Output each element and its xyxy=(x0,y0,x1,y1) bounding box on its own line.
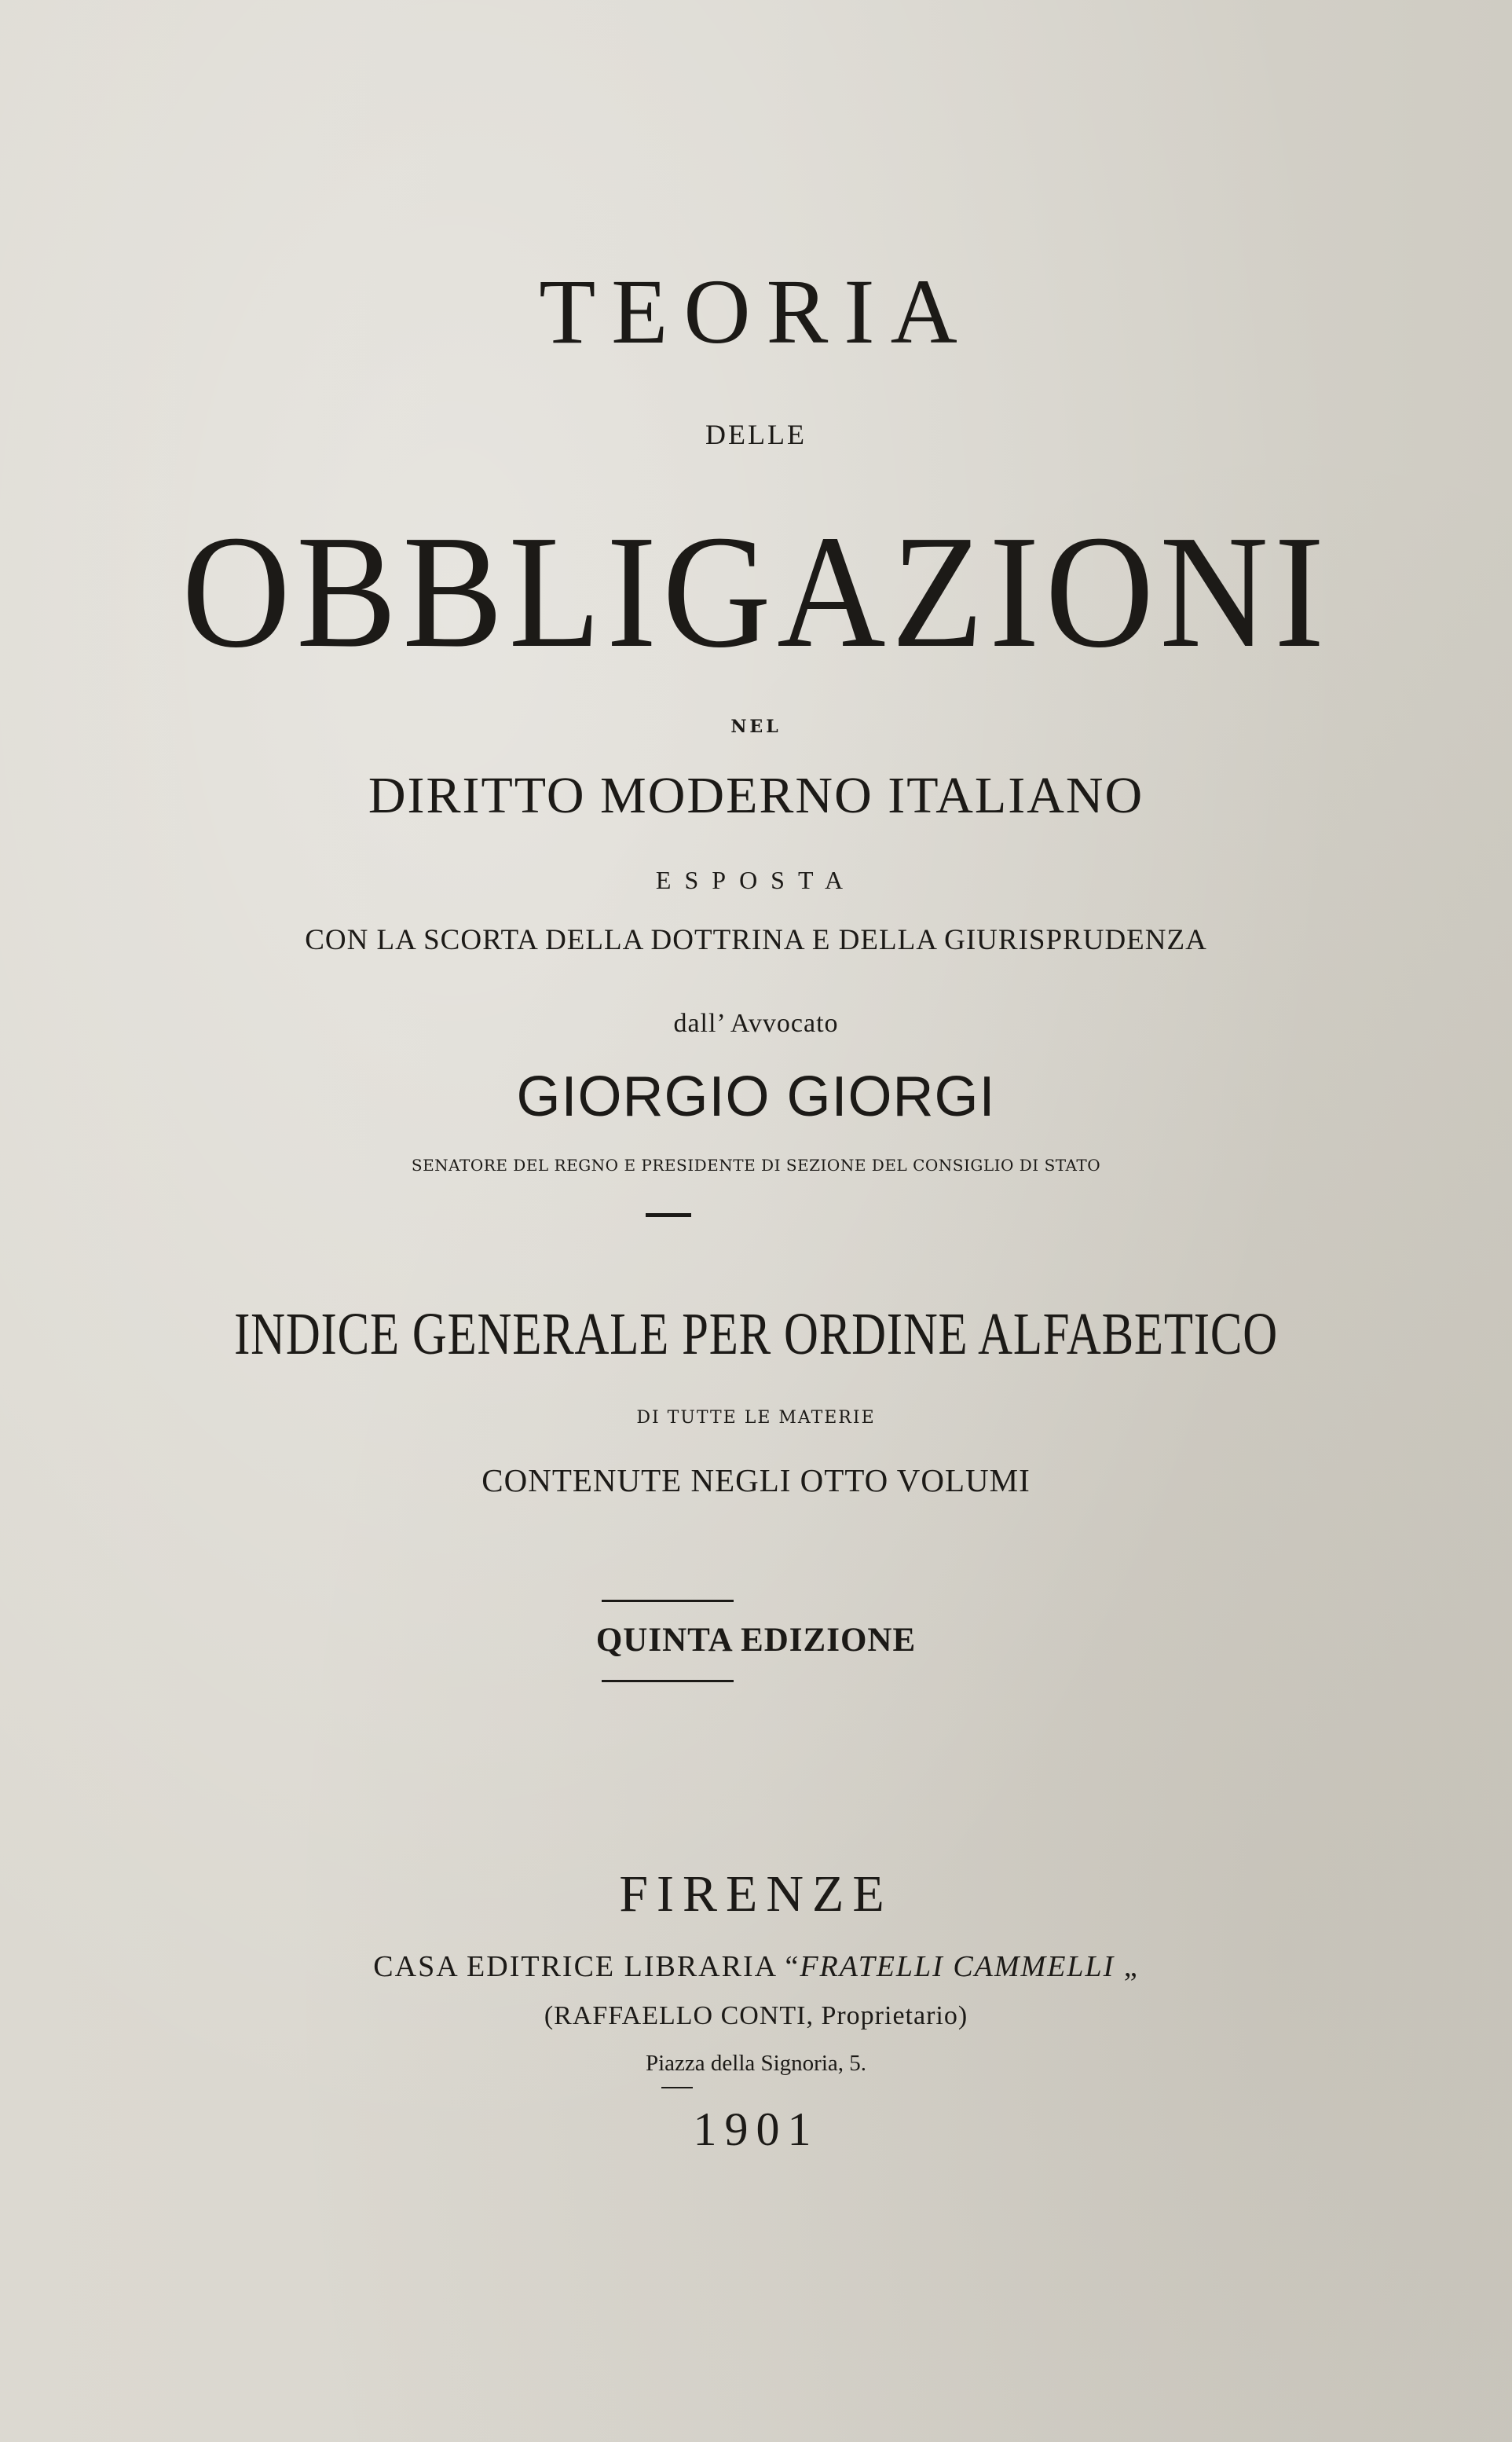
imprint-city: FIRENZE xyxy=(619,1865,893,1923)
year-divider-rule xyxy=(661,2087,693,2088)
imprint-year: 1901 xyxy=(693,2103,819,2155)
short-divider-rule xyxy=(646,1213,691,1217)
imprint-address: Piazza della Signoria, 5. xyxy=(645,2051,867,2076)
author-title: SENATORE DEL REGNO E PRESIDENTE DI SEZIONE DEL CONSIGLIO DI STATO xyxy=(411,1156,1101,1175)
imprint-publisher xyxy=(0,1952,1512,1982)
subtitle-con-la-scorta: CON LA SCORTA DELLA DOTTRINA E DELLA GIURISPRUDENZA xyxy=(305,924,1207,956)
edition-label: QUINTA EDIZIONE xyxy=(595,1622,917,1659)
index-heading: INDICE GENERALE PER ORDINE ALFABETICO xyxy=(234,1301,1278,1367)
title-teoria: TEORIA xyxy=(539,260,973,363)
publisher-prefix: CASA EDITRICE LIBRARIA “ xyxy=(373,1950,800,1983)
publisher-name: FRATELLI CAMMELLI xyxy=(800,1950,1115,1983)
imprint-proprietor: (RAFFAELLO CONTI, Proprietario) xyxy=(544,2001,968,2030)
author-name: GIORGIO GIORGI xyxy=(516,1065,996,1128)
title-delle: DELLE xyxy=(705,419,807,450)
subtitle-esposta: ESPOSTA xyxy=(655,866,857,894)
byline-dall-avvocato: dall’ Avvocato xyxy=(673,1009,839,1038)
edition-bottom-rule xyxy=(602,1680,734,1682)
subtitle-diritto: DIRITTO MODERNO ITALIANO xyxy=(368,767,1144,824)
index-subheading: DI TUTTE LE MATERIE xyxy=(636,1408,876,1428)
main-title-obbligazioni: OBBLIGAZIONI xyxy=(181,501,1331,681)
index-volumes-line: CONTENUTE NEGLI OTTO VOLUMI xyxy=(481,1462,1031,1498)
title-nel: NEL xyxy=(730,717,782,737)
publisher-suffix: „ xyxy=(1115,1950,1139,1983)
edition-top-rule xyxy=(602,1600,734,1602)
